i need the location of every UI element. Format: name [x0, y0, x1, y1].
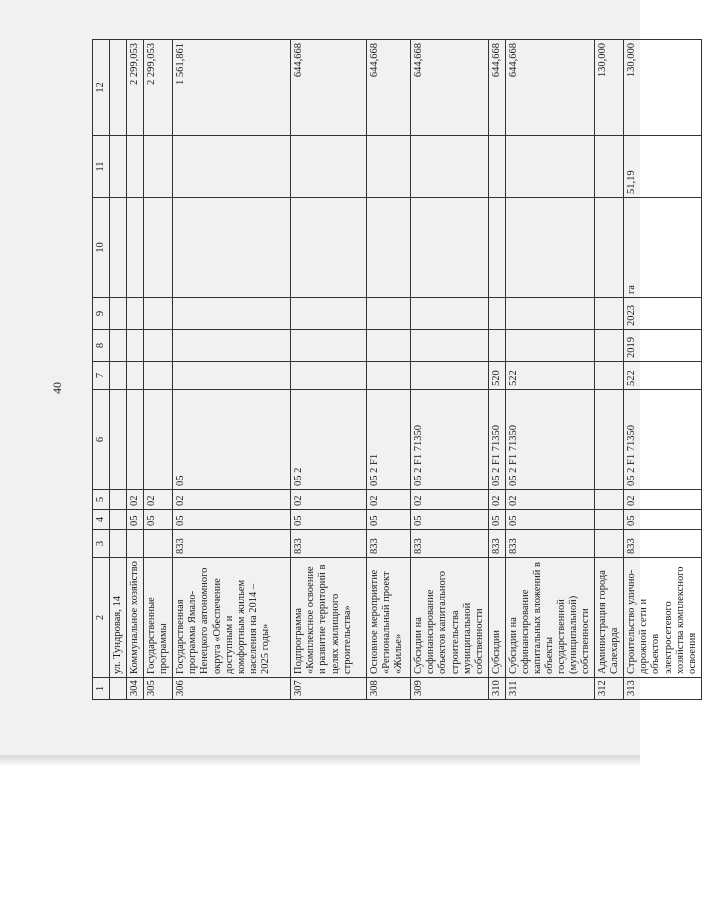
table-cell-col3	[127, 530, 144, 558]
table-cell-col7	[595, 362, 624, 390]
table-cell-col9: 2023	[624, 298, 701, 330]
page-number: 40	[50, 382, 64, 394]
table-cell-col11	[367, 136, 411, 198]
table-cell-col8	[144, 330, 173, 362]
table-cell-col9	[291, 298, 367, 330]
table-cell-col9	[110, 298, 127, 330]
table-cell-col3: 833	[505, 530, 594, 558]
table-cell-col12: 644,668	[488, 40, 505, 136]
scan-edge-shadow	[0, 755, 640, 767]
table-cell-col2: Основное мероприятие «Региональный проект «Жилье»	[367, 558, 411, 678]
table-cell-col11	[411, 136, 488, 198]
table-row	[367, 40, 411, 700]
table-cell-col9	[595, 298, 624, 330]
table-cell-col2: Субсидии на софинансирование капитальных вложений в объекты государственной (муниципальной) собственности	[505, 558, 594, 678]
table-cell-col12: 644,668	[505, 40, 594, 136]
table-cell-col1: 309	[411, 678, 488, 700]
table-cell-col1: 310	[488, 678, 505, 700]
table-cell-col6: 05 2 F1 71350	[505, 390, 594, 490]
table-cell-col7	[144, 362, 173, 390]
table-cell-col10: га	[624, 198, 701, 298]
table-cell-col9	[144, 298, 173, 330]
table-cell-col6	[110, 390, 127, 490]
table-cell-col9	[367, 298, 411, 330]
table-cell-col2: ул. Тундровая, 14	[110, 558, 127, 678]
table-cell-col9	[127, 298, 144, 330]
table-cell-col5: 02	[505, 490, 594, 510]
table-cell-col2: Субсидии на софинансирование объектов капитального строительства муниципальной собственности	[411, 558, 488, 678]
col-header: 8	[93, 330, 110, 362]
table-cell-col5: 02	[411, 490, 488, 510]
table-cell-col4: 05	[173, 510, 291, 530]
table-row	[127, 40, 144, 700]
table-cell-col2: Подпрограмма «Комплексное освоение и развитие территорий в целях жилищного строительства»	[291, 558, 367, 678]
table-cell-col8	[291, 330, 367, 362]
col-header: 5	[93, 490, 110, 510]
table-cell-col5: 02	[127, 490, 144, 510]
table-cell-col6	[144, 390, 173, 490]
table-cell-col5	[595, 490, 624, 510]
table-cell-col2: Строительство улично-дорожной сети и объектов электросетевого хозяйства комплексного освоения	[624, 558, 701, 678]
table-cell-col4	[110, 510, 127, 530]
table-cell-col11	[144, 136, 173, 198]
table-cell-col11	[505, 136, 594, 198]
table-cell-col2: Коммунальное хозяйство	[127, 558, 144, 678]
table-cell-col9	[173, 298, 291, 330]
table-cell-col12: 130,000	[595, 40, 624, 136]
table-row	[595, 40, 624, 700]
table-cell-col10	[505, 198, 594, 298]
table-cell-col4: 05	[411, 510, 488, 530]
table-cell-col7	[291, 362, 367, 390]
table-cell-col4: 05	[127, 510, 144, 530]
table-cell-col3: 833	[173, 530, 291, 558]
table-cell-col1: 308	[367, 678, 411, 700]
table-cell-col10	[291, 198, 367, 298]
table-cell-col9	[488, 298, 505, 330]
table-row	[173, 40, 291, 700]
table-cell-col6	[127, 390, 144, 490]
table-cell-col10	[127, 198, 144, 298]
table-cell-col5: 02	[488, 490, 505, 510]
table-cell-col3	[144, 530, 173, 558]
col-header: 2	[93, 558, 110, 678]
table-cell-col11	[291, 136, 367, 198]
table-cell-col1	[110, 678, 127, 700]
col-header: 12	[93, 40, 110, 136]
table-cell-col12: 1 561,861	[173, 40, 291, 136]
col-header: 10	[93, 198, 110, 298]
table-cell-col6	[595, 390, 624, 490]
table-cell-col5: 02	[367, 490, 411, 510]
table-cell-col7: 522	[505, 362, 594, 390]
table-cell-col9	[411, 298, 488, 330]
table-cell-col3: 833	[488, 530, 505, 558]
table-cell-col2: Администрация города Салехарда	[595, 558, 624, 678]
table-cell-col6: 05 2 F1 71350	[624, 390, 701, 490]
table-cell-col6: 05 2	[291, 390, 367, 490]
table-cell-col11	[110, 136, 127, 198]
table-cell-col4: 05	[505, 510, 594, 530]
table-cell-col5: 02	[173, 490, 291, 510]
table-cell-col7: 520	[488, 362, 505, 390]
table-cell-col7	[367, 362, 411, 390]
table-cell-col11	[488, 136, 505, 198]
table-cell-col12: 644,668	[367, 40, 411, 136]
table-cell-col8	[411, 330, 488, 362]
table-cell-col1: 313	[624, 678, 701, 700]
table-row	[505, 40, 594, 700]
table-cell-col8	[595, 330, 624, 362]
col-header: 6	[93, 390, 110, 490]
budget-table	[92, 39, 702, 700]
table-cell-col5: 02	[144, 490, 173, 510]
table-cell-col3: 833	[291, 530, 367, 558]
table-cell-col10	[173, 198, 291, 298]
col-header: 11	[93, 136, 110, 198]
table-cell-col11	[173, 136, 291, 198]
table-cell-col5: 02	[624, 490, 701, 510]
col-header: 1	[93, 678, 110, 700]
table-row	[144, 40, 173, 700]
table-row	[110, 40, 127, 700]
table-cell-col12	[110, 40, 127, 136]
table-cell-col10	[144, 198, 173, 298]
table-cell-col12: 644,668	[291, 40, 367, 136]
table-row	[488, 40, 505, 700]
col-header: 4	[93, 510, 110, 530]
table-cell-col3	[595, 530, 624, 558]
table-cell-col12: 644,668	[411, 40, 488, 136]
table-cell-col10	[595, 198, 624, 298]
table-cell-col10	[110, 198, 127, 298]
table-cell-col7	[173, 362, 291, 390]
table-cell-col3	[110, 530, 127, 558]
table-cell-col11	[595, 136, 624, 198]
table-cell-col7: 522	[624, 362, 701, 390]
table-cell-col6: 05 2 F1 71350	[411, 390, 488, 490]
table-cell-col4: 05	[144, 510, 173, 530]
table-cell-col8	[488, 330, 505, 362]
table-cell-col2: Государственные программы	[144, 558, 173, 678]
table-cell-col1: 311	[505, 678, 594, 700]
table-cell-col10	[367, 198, 411, 298]
table-cell-col4	[595, 510, 624, 530]
budget-table-rotated	[92, 40, 703, 700]
col-header: 7	[93, 362, 110, 390]
table-cell-col9	[505, 298, 594, 330]
table-cell-col10	[411, 198, 488, 298]
table-cell-col8	[110, 330, 127, 362]
table-cell-col11: 51,19	[624, 136, 701, 198]
table-cell-col4: 05	[624, 510, 701, 530]
table-cell-col6: 05 2 F1 71350	[488, 390, 505, 490]
table-cell-col12: 130,000	[624, 40, 701, 136]
table-cell-col5: 02	[291, 490, 367, 510]
table-cell-col3: 833	[624, 530, 701, 558]
table-row	[291, 40, 367, 700]
table-cell-col4: 05	[367, 510, 411, 530]
table-cell-col11	[127, 136, 144, 198]
table-cell-col7	[127, 362, 144, 390]
table-cell-col2: Субсидии	[488, 558, 505, 678]
table-cell-col12: 2 299,053	[144, 40, 173, 136]
table-cell-col8	[367, 330, 411, 362]
table-cell-col6: 05	[173, 390, 291, 490]
table-cell-col3: 833	[367, 530, 411, 558]
table-cell-col1: 306	[173, 678, 291, 700]
table-cell-col4: 05	[488, 510, 505, 530]
table-cell-col8	[173, 330, 291, 362]
col-header: 3	[93, 530, 110, 558]
table-cell-col1: 305	[144, 678, 173, 700]
table-cell-col8: 2019	[624, 330, 701, 362]
table-cell-col2: Государственная программа Ямало-Ненецкого автономного округа «Обеспечение доступным и комфортным жильем населения на 2014 – 2025 годы»	[173, 558, 291, 678]
table-cell-col4: 05	[291, 510, 367, 530]
col-header: 9	[93, 298, 110, 330]
table-cell-col1: 312	[595, 678, 624, 700]
table-cell-col7	[411, 362, 488, 390]
table-cell-col1: 307	[291, 678, 367, 700]
table-cell-col1: 304	[127, 678, 144, 700]
table-cell-col12: 2 299,053	[127, 40, 144, 136]
table-cell-col8	[127, 330, 144, 362]
table-cell-col5	[110, 490, 127, 510]
table-cell-col3: 833	[411, 530, 488, 558]
table-cell-col8	[505, 330, 594, 362]
table-cell-col6: 05 2 F1	[367, 390, 411, 490]
table-cell-col10	[488, 198, 505, 298]
table-row	[624, 40, 701, 700]
header-row	[93, 40, 110, 700]
table-row	[411, 40, 488, 700]
table-cell-col7	[110, 362, 127, 390]
